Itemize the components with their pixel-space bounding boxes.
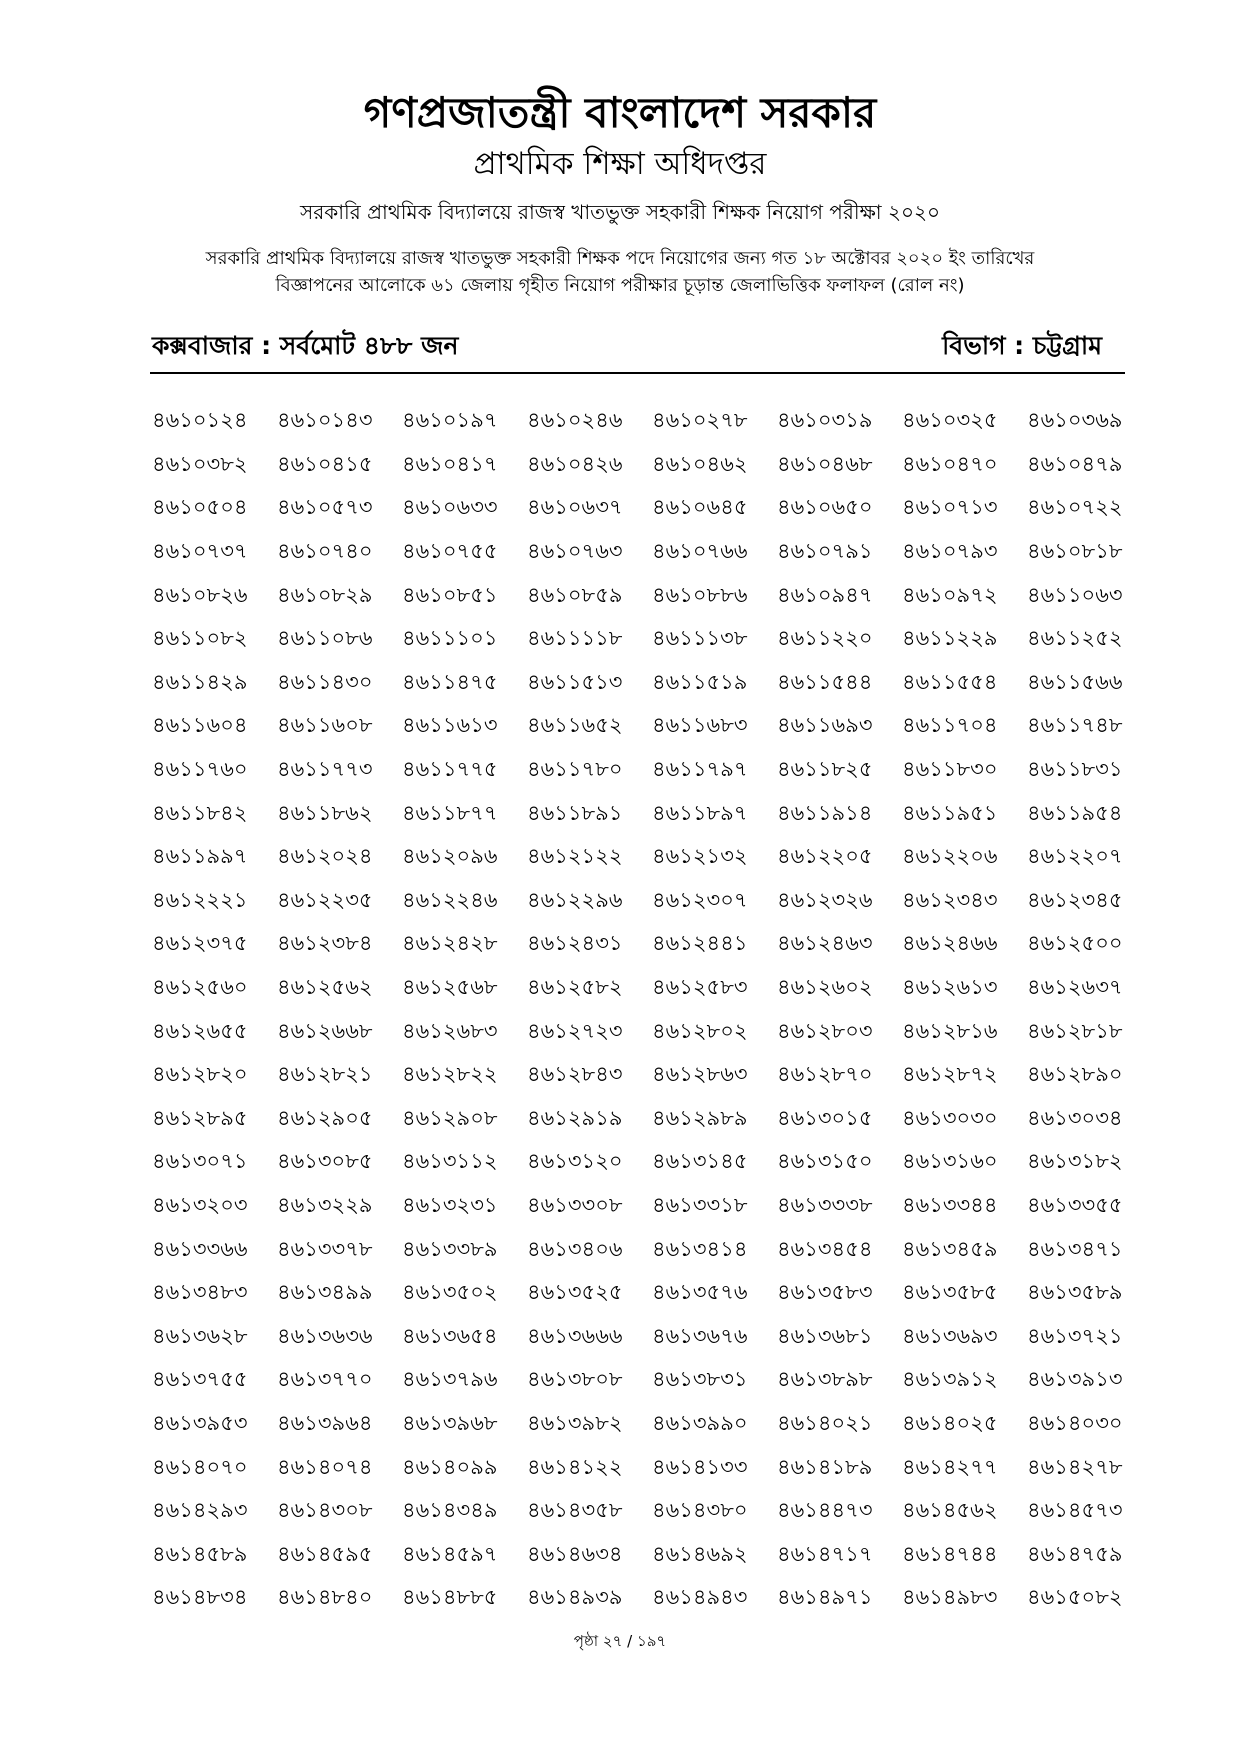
roll-number: ৪৬১৩৯৬৪ (277, 1410, 373, 1435)
roll-number: ৪৬১৩৬৮১ (777, 1323, 873, 1348)
roll-number: ৪৬১৩২২৯ (277, 1192, 373, 1217)
roll-number: ৪৬১১৮২৫ (777, 757, 873, 782)
roll-number: ৪৬১৩৯৬৮ (402, 1410, 498, 1435)
roll-row (152, 749, 1132, 793)
roll-number: ৪৬১০৭৬৩ (527, 539, 623, 564)
roll-row (152, 1054, 1132, 1098)
roll-number: ৪৬১০৬৩৩ (402, 495, 498, 520)
roll-number: ৪৬১১৬৫২ (527, 713, 623, 738)
roll-number: ৪৬১০২৭৮ (652, 408, 748, 433)
roll-number: ৪৬১১০৮২ (152, 626, 248, 651)
roll-number: ৪৬১৩০৭১ (152, 1149, 248, 1174)
roll-number: ৪৬১৩৩৮৯ (402, 1236, 498, 1261)
roll-row (152, 1533, 1132, 1577)
roll-number: ৪৬১০৭৯৩ (902, 539, 998, 564)
roll-number: ৪৬১০৭৯১ (777, 539, 873, 564)
roll-number: ৪৬১১৮৯৭ (652, 800, 748, 825)
roll-number: ৪৬১৫০৮২ (1027, 1585, 1123, 1610)
roll-number: ৪৬১০৪৬২ (652, 451, 748, 476)
roll-number: ৪৬১১২৫২ (1027, 626, 1123, 651)
roll-number: ৪৬১৪৯৮৩ (902, 1585, 998, 1610)
roll-number: ৪৬১৩৫৮৩ (777, 1280, 873, 1305)
roll-number: ৪৬১২৮৯০ (1027, 1062, 1123, 1087)
roll-number: ৪৬১২৮২০ (152, 1062, 248, 1087)
roll-row (152, 1141, 1132, 1185)
roll-number: ৪৬১২৯০৫ (277, 1105, 373, 1130)
roll-number: ৪৬১৩৯৯০ (652, 1410, 748, 1435)
roll-number: ৪৬১৩৬৩৬ (277, 1323, 373, 1348)
roll-row (152, 967, 1132, 1011)
roll-row (152, 1098, 1132, 1142)
roll-number: ৪৬১০৪৭০ (902, 451, 998, 476)
roll-number: ৪৬১০৪২৬ (527, 451, 623, 476)
roll-number: ৪৬১১৮৬২ (277, 800, 373, 825)
notice-line-2: বিজ্ঞাপনের আলোকে ৬১ জেলায় গৃহীত নিয়োগ পরীক্ষার চূড়ান্ত জেলাভিত্তিক ফলাফল (রোল নং) (275, 275, 965, 296)
roll-number: ৪৬১৩৩৫৫ (1027, 1192, 1123, 1217)
roll-number: ৪৬১৪১৩৩ (652, 1454, 748, 1479)
roll-number: ৪৬১৩৬৯৩ (902, 1323, 998, 1348)
roll-row (152, 1228, 1132, 1272)
roll-number: ৪৬১২০৯৬ (402, 844, 498, 869)
roll-number: ৪৬১১৪২৯ (152, 669, 248, 694)
roll-number: ৪৬১১০৬৩ (1027, 582, 1123, 607)
roll-number: ৪৬১৪৬৯২ (652, 1541, 748, 1566)
roll-number: ৪৬১২২৪৬ (402, 887, 498, 912)
roll-number: ৪৬১১৮৪২ (152, 800, 248, 825)
roll-number: ৪৬১৪০৭৪ (277, 1454, 373, 1479)
roll-number: ৪৬১২৬৫৫ (152, 1018, 248, 1043)
roll-number: ৪৬১৪৭৫৯ (1027, 1541, 1123, 1566)
roll-number: ৪৬১৪৫৭৩ (1027, 1498, 1123, 1523)
roll-number: ৪৬১২২০৬ (902, 844, 998, 869)
roll-number: ৪৬১১৬৯৩ (777, 713, 873, 738)
roll-number: ৪৬১০২৪৬ (527, 408, 623, 433)
roll-number: ৪৬১১৮৭৭ (402, 800, 498, 825)
roll-number: ৪৬১০৫৭৩ (277, 495, 373, 520)
roll-row (152, 574, 1132, 618)
roll-number: ৪৬১৩৭৭০ (277, 1367, 373, 1392)
roll-number: ৪৬১৪৫৮৯ (152, 1541, 248, 1566)
roll-number: ৪৬১০৮২৯ (277, 582, 373, 607)
roll-row (152, 618, 1132, 662)
roll-number: ৪৬১৩১২০ (527, 1149, 623, 1174)
roll-number: ৪৬১২৮৪৩ (527, 1062, 623, 1087)
roll-row (152, 662, 1132, 706)
roll-number: ৪৬১২৪২৮ (402, 931, 498, 956)
roll-number: ৪৬১৪৫৯৭ (402, 1541, 498, 1566)
roll-number: ৪৬১০৮২৬ (152, 582, 248, 607)
roll-number: ৪৬১০৪১৭ (402, 451, 498, 476)
roll-number: ৪৬১৩৭২১ (1027, 1323, 1123, 1348)
roll-number: ৪৬১৩৫৮৫ (902, 1280, 998, 1305)
district-total: কক্সবাজার : সর্বমোট ৪৮৮ জন (152, 331, 459, 360)
roll-number: ৪৬১১৪৩০ (277, 669, 373, 694)
roll-number: ৪৬১১৫১৯ (652, 669, 748, 694)
roll-number: ৪৬১৪৩৪৯ (402, 1498, 498, 1523)
roll-number: ৪৬১৪১৮৯ (777, 1454, 873, 1479)
page-number: পৃষ্ঠা ২৭ / ১৯৭ (573, 1632, 667, 1650)
roll-number: ৪৬১২২০৭ (1027, 844, 1123, 869)
roll-number: ৪৬১২৫৬২ (277, 975, 373, 1000)
roll-number: ৪৬১৩৬৭৬ (652, 1323, 748, 1348)
roll-number: ৪৬১৩৫০২ (402, 1280, 498, 1305)
roll-number: ৪৬১৩৩৬৬ (152, 1236, 248, 1261)
roll-number: ৪৬১২১৩২ (652, 844, 748, 869)
roll-number: ৪৬১৩৩১৮ (652, 1192, 748, 1217)
roll-number: ৪৬১৩০৮৫ (277, 1149, 373, 1174)
roll-number: ৪৬১৩৩৪৪ (902, 1192, 998, 1217)
roll-number: ৪৬১৩২০৩ (152, 1192, 248, 1217)
roll-number: ৪৬১২৬১৩ (902, 975, 998, 1000)
roll-number: ৪৬১০৯৭২ (902, 582, 998, 607)
roll-number: ৪৬১২৯০৮ (402, 1105, 498, 1130)
roll-number: ৪৬১৪১২২ (527, 1454, 623, 1479)
roll-number: ৪৬১২৬৮৩ (402, 1018, 498, 1043)
roll-number: ৪৬১৩৬৫৪ (402, 1323, 498, 1348)
roll-number: ৪৬১০১৪৩ (277, 408, 373, 433)
roll-number: ৪৬১২৫০০ (1027, 931, 1123, 956)
roll-number: ৪৬১২৩২৬ (777, 887, 873, 912)
roll-number: ৪৬১০৪১৫ (277, 451, 373, 476)
roll-number: ৪৬১৪৩৫৮ (527, 1498, 623, 1523)
roll-number: ৪৬১১৬১৩ (402, 713, 498, 738)
roll-number: ৪৬১২৯৮৯ (652, 1105, 748, 1130)
roll-number: ৪৬১২৬৬৮ (277, 1018, 373, 1043)
roll-number: ৪৬১২২২১ (152, 887, 248, 912)
roll-number: ৪৬১১১১৮ (527, 626, 623, 651)
roll-number: ৪৬১১৭৯৭ (652, 757, 748, 782)
roll-number: ৪৬১০৩২৫ (902, 408, 998, 433)
roll-number: ৪৬১৩৪১৪ (652, 1236, 748, 1261)
roll-number: ৪৬১২৩৪৩ (902, 887, 998, 912)
roll-number: ৪৬১৩৩৩৮ (777, 1192, 873, 1217)
roll-number: ৪৬১১৯৫৪ (1027, 800, 1123, 825)
roll-number: ৪৬১১২২৯ (902, 626, 998, 651)
roll-row (152, 1403, 1132, 1447)
roll-number: ৪৬১৪০৩০ (1027, 1410, 1123, 1435)
roll-number: ৪৬১৩০৩৪ (1027, 1105, 1123, 1130)
roll-number: ৪৬১০৩৬৯ (1027, 408, 1123, 433)
roll-row (152, 1446, 1132, 1490)
exam-title: সরকারি প্রাথমিক বিদ্যালয়ে রাজস্ব খাতভুক্ত সহকারী শিক্ষক নিয়োগ পরীক্ষা ২০২০ (300, 200, 940, 224)
roll-number: ৪৬১১৯৯৭ (152, 844, 248, 869)
roll-number: ৪৬১১৯১৪ (777, 800, 873, 825)
roll-number: ৪৬১২২৯৬ (527, 887, 623, 912)
page-title: গণপ্রজাতন্ত্রী বাংলাদেশ সরকার (363, 88, 877, 137)
roll-number: ৪৬১০৭৩৭ (152, 539, 248, 564)
roll-number: ৪৬১৪৩৮০ (652, 1498, 748, 1523)
roll-number: ৪৬১০১৯৭ (402, 408, 498, 433)
roll-number: ৪৬১২৫৬০ (152, 975, 248, 1000)
roll-number: ৪৬১২৮৬৩ (652, 1062, 748, 1087)
roll-number: ৪৬১৩৪৯৯ (277, 1280, 373, 1305)
roll-number: ৪৬১৩৬২৮ (152, 1323, 248, 1348)
roll-number: ৪৬১২৮২২ (402, 1062, 498, 1087)
notice-line-1: সরকারি প্রাথমিক বিদ্যালয়ে রাজস্ব খাতভুক্ত সহকারী শিক্ষক পদে নিয়োগের জন্য গত ১৮ অক্টোবর ২০২০ ইং তারিখের (205, 248, 1035, 269)
roll-number: ৪৬১৪৮৩৪ (152, 1585, 248, 1610)
roll-number: ৪৬১৩৩৭৮ (277, 1236, 373, 1261)
roll-number: ৪৬১৩৮৩১ (652, 1367, 748, 1392)
roll-row (152, 400, 1132, 444)
roll-number: ৪৬১৩১৮২ (1027, 1149, 1123, 1174)
notice-text (150, 245, 1090, 299)
roll-number: ৪৬১২৭২৩ (527, 1018, 623, 1043)
roll-number: ৪৬১৪০২১ (777, 1410, 873, 1435)
roll-number: ৪৬১৩৪৭১ (1027, 1236, 1123, 1261)
department-name: প্রাথমিক শিক্ষা অধিদপ্তর (473, 146, 767, 182)
roll-number: ৪৬১১৫৪৪ (777, 669, 873, 694)
roll-number: ৪৬১০৪৭৯ (1027, 451, 1123, 476)
roll-row (152, 1490, 1132, 1534)
roll-number: ৪৬১০১২৪ (152, 408, 248, 433)
roll-number: ৪৬১৩৩০৮ (527, 1192, 623, 1217)
roll-number: ৪৬১১৭০৪ (902, 713, 998, 738)
roll-number: ৪৬১১৮৩১ (1027, 757, 1123, 782)
roll-number: ৪৬১২৬৩৭ (1027, 975, 1123, 1000)
roll-number: ৪৬১১৬৮৩ (652, 713, 748, 738)
roll-number: ৪৬১০৬৪৫ (652, 495, 748, 520)
roll-row (152, 923, 1132, 967)
roll-number: ৪৬১৪০৯৯ (402, 1454, 498, 1479)
roll-number: ৪৬১২৪৬৩ (777, 931, 873, 956)
roll-number: ৪৬১০৭৫৫ (402, 539, 498, 564)
roll-row (152, 880, 1132, 924)
roll-number: ৪৬১৪৩০৮ (277, 1498, 373, 1523)
roll-number: ৪৬১৪৯৭১ (777, 1585, 873, 1610)
roll-number: ৪৬১৪০৭০ (152, 1454, 248, 1479)
roll-number: ৪৬১৩৪৫৪ (777, 1236, 873, 1261)
roll-number: ৪৬১০৮১৮ (1027, 539, 1123, 564)
roll-row (152, 1010, 1132, 1054)
roll-number-grid (152, 400, 1132, 1621)
roll-number: ৪৬১৪৯৪৩ (652, 1585, 748, 1610)
roll-number: ৪৬১৪৬৩৪ (527, 1541, 623, 1566)
roll-number: ৪৬১৩০৩০ (902, 1105, 998, 1130)
roll-number: ৪৬১১১৩৮ (652, 626, 748, 651)
roll-number: ৪৬১২২০৫ (777, 844, 873, 869)
roll-number: ৪৬১১৭৪৮ (1027, 713, 1123, 738)
roll-number: ৪৬১৩১৫০ (777, 1149, 873, 1174)
roll-number: ৪৬১২৩৪৫ (1027, 887, 1123, 912)
roll-number: ৪৬১১৭৭৩ (277, 757, 373, 782)
roll-number: ৪৬১২৮৯৫ (152, 1105, 248, 1130)
roll-number: ৪৬১৪৭৪৪ (902, 1541, 998, 1566)
roll-number: ৪৬১৩৮০৮ (527, 1367, 623, 1392)
roll-number: ৪৬১২৩৮৪ (277, 931, 373, 956)
roll-row (152, 444, 1132, 488)
roll-number: ৪৬১০৮৮৬ (652, 582, 748, 607)
roll-number: ৪৬১০৩১৯ (777, 408, 873, 433)
roll-number: ৪৬১৪৪৭৩ (777, 1498, 873, 1523)
roll-number: ৪৬১৩১১২ (402, 1149, 498, 1174)
roll-number: ৪৬১৪৮৮৫ (402, 1585, 498, 1610)
roll-number: ৪৬১২৩৭৫ (152, 931, 248, 956)
roll-number: ৪৬১৪২৭৮ (1027, 1454, 1123, 1479)
roll-number: ৪৬১৩৫৭৬ (652, 1280, 748, 1305)
roll-number: ৪৬১২৮০২ (652, 1018, 748, 1043)
roll-number: ৪৬১২৩০৭ (652, 887, 748, 912)
roll-number: ৪৬১২২৩৫ (277, 887, 373, 912)
roll-number: ৪৬১৪৯৩৯ (527, 1585, 623, 1610)
roll-row (152, 705, 1132, 749)
roll-number: ৪৬১৩২৩১ (402, 1192, 498, 1217)
roll-number: ৪৬১১১০১ (402, 626, 498, 651)
roll-number: ৪৬১৩৯১২ (902, 1367, 998, 1392)
roll-row (152, 1359, 1132, 1403)
roll-number: ৪৬১৪৮৪০ (277, 1585, 373, 1610)
roll-number: ৪৬১১৭৭৫ (402, 757, 498, 782)
roll-number: ৪৬১৩৫৮৯ (1027, 1280, 1123, 1305)
roll-number: ৪৬১৩৫২৫ (527, 1280, 623, 1305)
roll-number: ৪৬১২৮২১ (277, 1062, 373, 1087)
roll-row (152, 487, 1132, 531)
roll-row (152, 1577, 1132, 1621)
roll-number: ৪৬১২৫৬৮ (402, 975, 498, 1000)
roll-number: ৪৬১৪২৯৩ (152, 1498, 248, 1523)
roll-number: ৪৬১১০৮৬ (277, 626, 373, 651)
roll-number: ৪৬১৪০২৫ (902, 1410, 998, 1435)
roll-number: ৪৬১৩৯১৩ (1027, 1367, 1123, 1392)
roll-number: ৪৬১২৮১৮ (1027, 1018, 1123, 1043)
roll-number: ৪৬১২৯১৯ (527, 1105, 623, 1130)
roll-number: ৪৬১৪৫৬২ (902, 1498, 998, 1523)
roll-number: ৪৬১৩৯৫৩ (152, 1410, 248, 1435)
roll-number: ৪৬১০৯৪৭ (777, 582, 873, 607)
roll-number: ৪৬১৪৭১৭ (777, 1541, 873, 1566)
roll-number: ৪৬১১৭৬০ (152, 757, 248, 782)
roll-number: ৪৬১২৬০২ (777, 975, 873, 1000)
roll-number: ৪৬১২৫৮২ (527, 975, 623, 1000)
roll-number: ৪৬১৩১৬০ (902, 1149, 998, 1174)
roll-number: ৪৬১০৮৫১ (402, 582, 498, 607)
roll-number: ৪৬১০৭৪০ (277, 539, 373, 564)
roll-number: ৪৬১২০২৪ (277, 844, 373, 869)
roll-number: ৪৬১১৪৭৫ (402, 669, 498, 694)
roll-number: ৪৬১২৪৪১ (652, 931, 748, 956)
roll-number: ৪৬১১৫৬৬ (1027, 669, 1123, 694)
roll-number: ৪৬১৪২৭৭ (902, 1454, 998, 1479)
roll-number: ৪৬১২৫৮৩ (652, 975, 748, 1000)
roll-number: ৪৬১১২২০ (777, 626, 873, 651)
roll-number: ৪৬১০৭৬৬ (652, 539, 748, 564)
roll-number: ৪৬১০৬৩৭ (527, 495, 623, 520)
roll-row (152, 531, 1132, 575)
roll-number: ৪৬১২৮৭০ (777, 1062, 873, 1087)
roll-number: ৪৬১৪৫৯৫ (277, 1541, 373, 1566)
roll-number: ৪৬১১৫৫৪ (902, 669, 998, 694)
roll-row (152, 836, 1132, 880)
roll-number: ৪৬১০৭১৩ (902, 495, 998, 520)
roll-row (152, 1185, 1132, 1229)
roll-number: ৪৬১১৭৮০ (527, 757, 623, 782)
roll-number: ৪৬১২৮০৩ (777, 1018, 873, 1043)
roll-number: ৪৬১৩৭৫৫ (152, 1367, 248, 1392)
roll-number: ৪৬১২১২২ (527, 844, 623, 869)
roll-number: ৪৬১৩০১৫ (777, 1105, 873, 1130)
roll-number: ৪৬১১৮৯১ (527, 800, 623, 825)
roll-number: ৪৬১১৬০৪ (152, 713, 248, 738)
roll-number: ৪৬১৩৪৮৩ (152, 1280, 248, 1305)
roll-number: ৪৬১০৭২২ (1027, 495, 1123, 520)
roll-number: ৪৬১১৫১৩ (527, 669, 623, 694)
roll-number: ৪৬১০৬৫০ (777, 495, 873, 520)
roll-number: ৪৬১৩৪০৬ (527, 1236, 623, 1261)
roll-number: ৪৬১০৩৮২ (152, 451, 248, 476)
roll-number: ৪৬১০৪৬৮ (777, 451, 873, 476)
roll-row (152, 1272, 1132, 1316)
roll-number: ৪৬১৩৬৬৬ (527, 1323, 623, 1348)
roll-number: ৪৬১০৫০৪ (152, 495, 248, 520)
roll-number: ৪৬১১৬০৮ (277, 713, 373, 738)
division-label: বিভাগ : চট্টগ্রাম (942, 331, 1102, 360)
roll-number: ৪৬১১৯৫১ (902, 800, 998, 825)
header-divider (150, 372, 1125, 374)
roll-number: ৪৬১৩৮৯৮ (777, 1367, 873, 1392)
roll-number: ৪৬১৩১৪৫ (652, 1149, 748, 1174)
roll-number: ৪৬১২৪৩১ (527, 931, 623, 956)
roll-number: ৪৬১০৮৫৯ (527, 582, 623, 607)
roll-number: ৪৬১১৮৩০ (902, 757, 998, 782)
roll-number: ৪৬১৩৪৫৯ (902, 1236, 998, 1261)
roll-number: ৪৬১৩৯৮২ (527, 1410, 623, 1435)
roll-number: ৪৬১২৮১৬ (902, 1018, 998, 1043)
roll-row (152, 1315, 1132, 1359)
roll-number: ৪৬১২৮৭২ (902, 1062, 998, 1087)
roll-number: ৪৬১৩৭৯৬ (402, 1367, 498, 1392)
roll-number: ৪৬১২৪৬৬ (902, 931, 998, 956)
roll-row (152, 792, 1132, 836)
